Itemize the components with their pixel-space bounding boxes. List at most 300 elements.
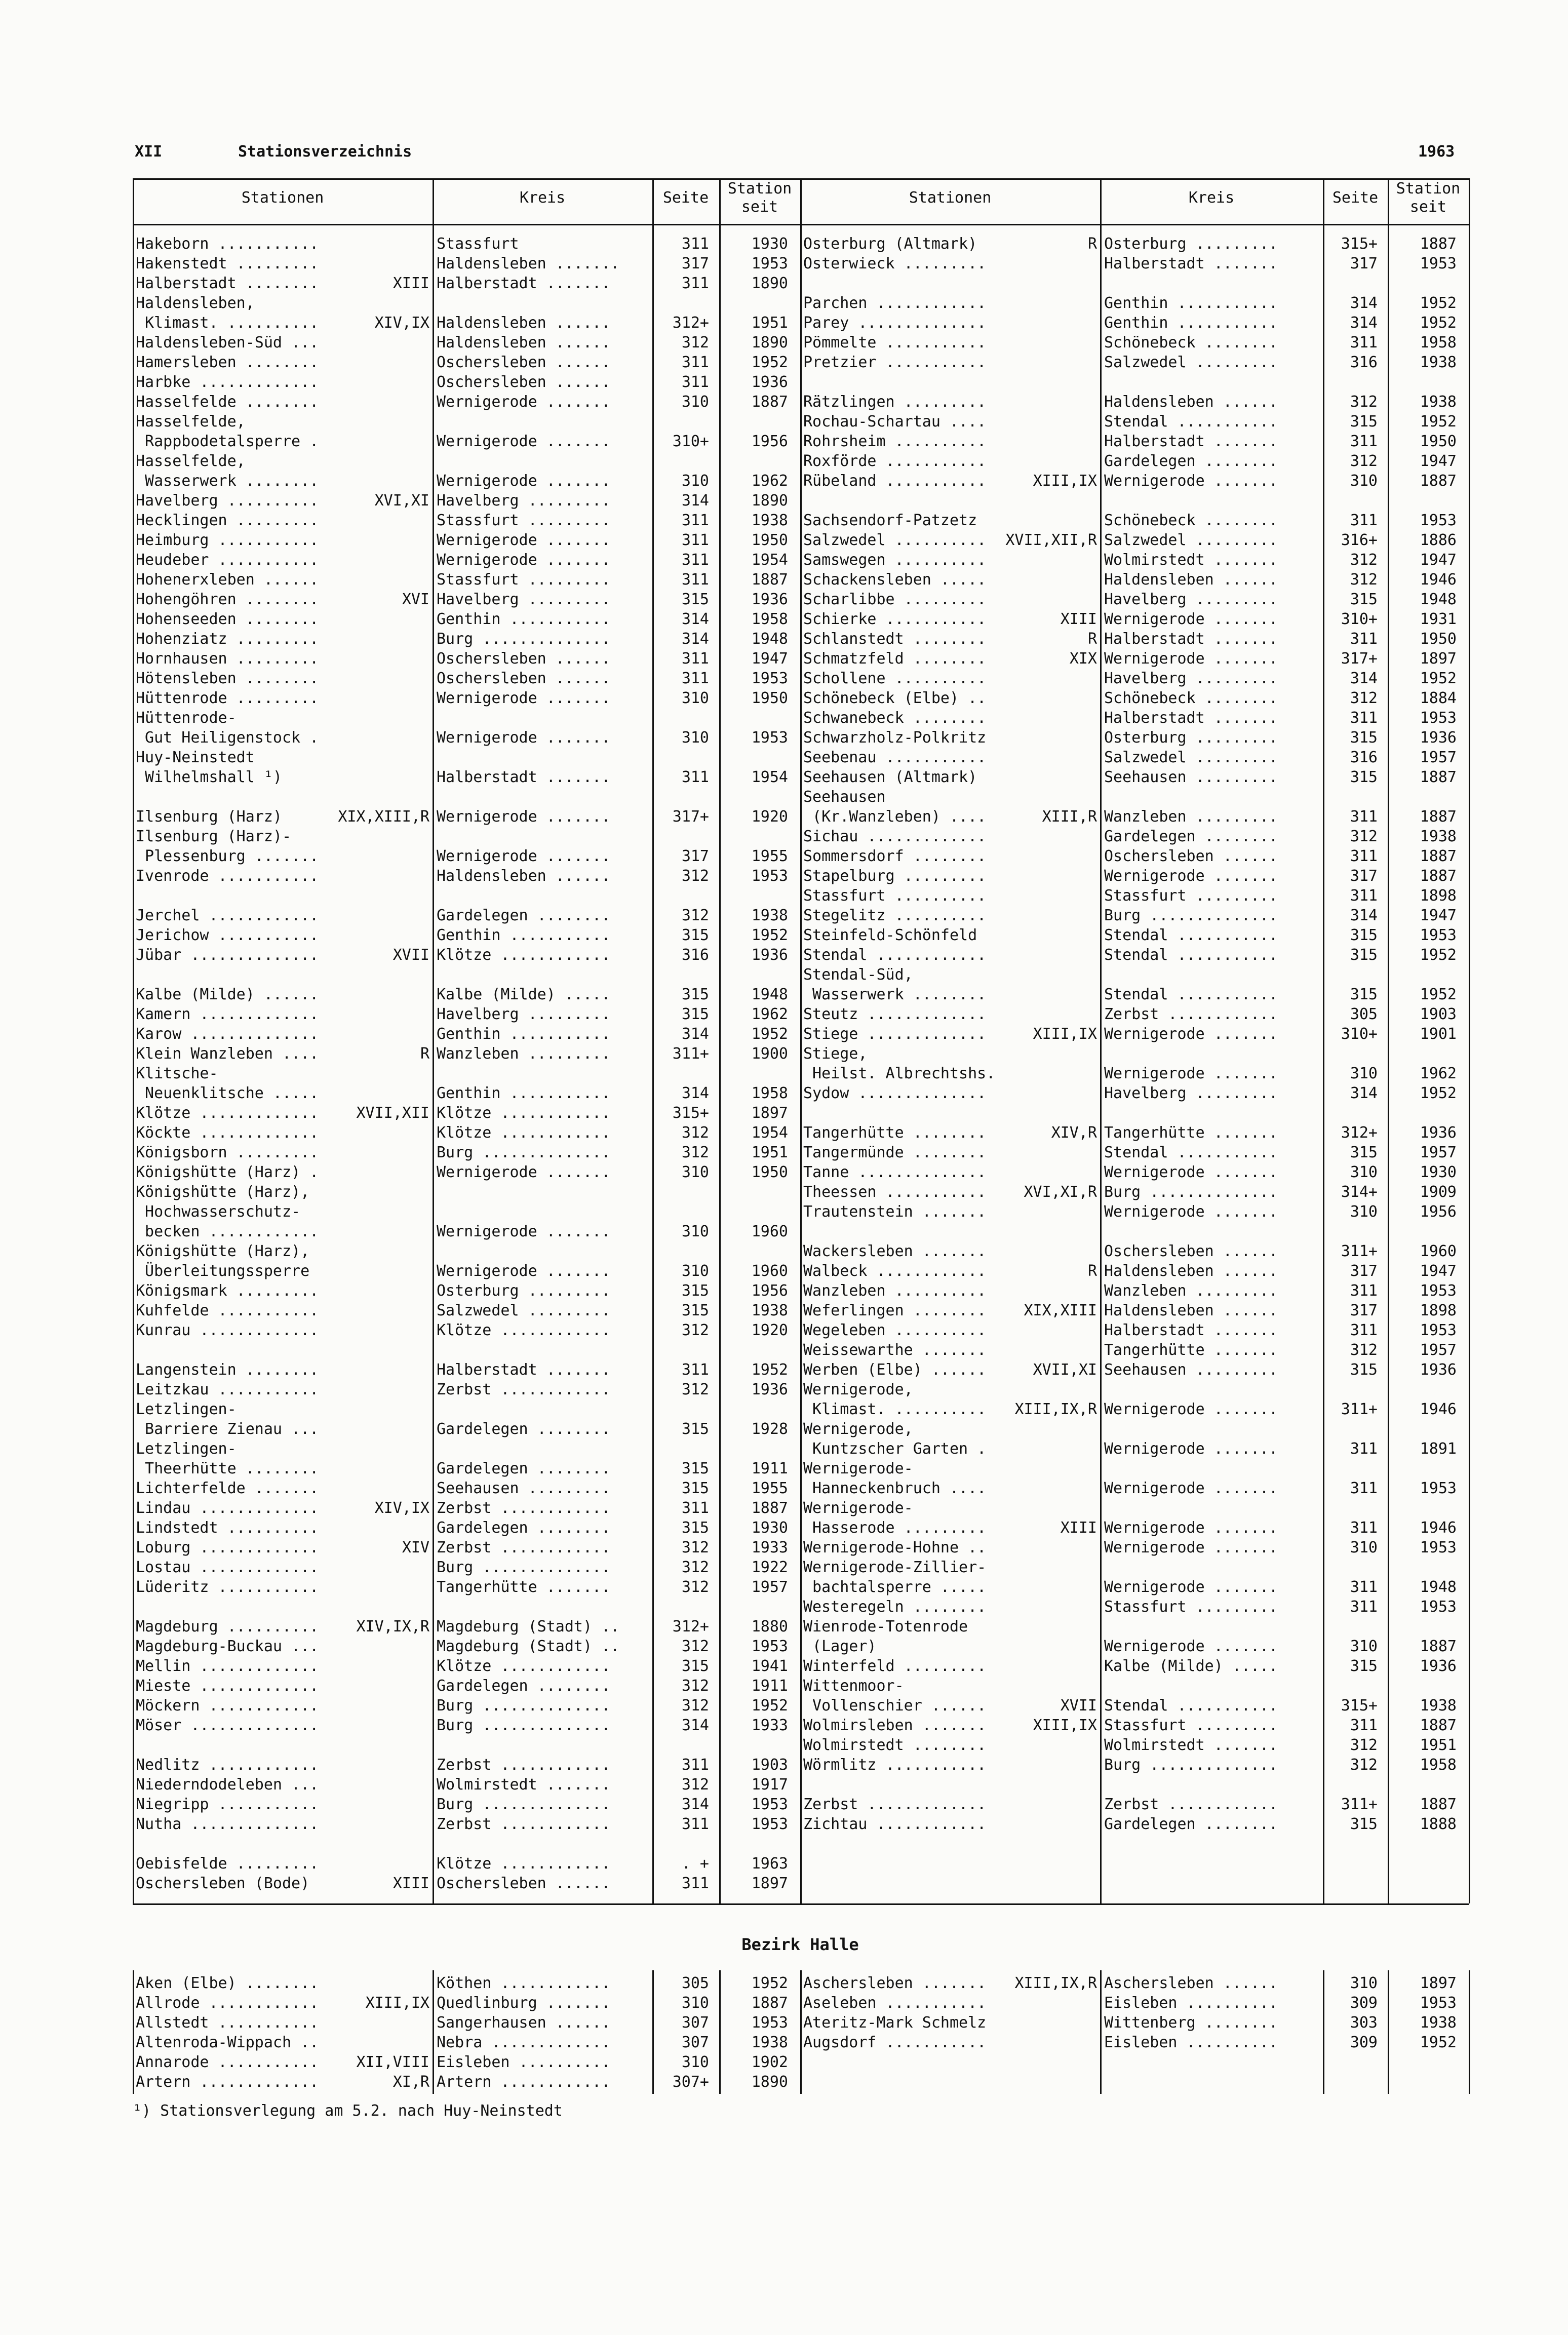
left-station-seit: 1951 [751, 1144, 788, 1161]
right-kreis: Wernigerode ....... [1104, 472, 1278, 490]
halle-left-seite: 310 [681, 1994, 709, 2012]
column-rule [433, 178, 434, 1903]
right-seite: 311 [1350, 630, 1378, 648]
right-seite: 315 [1350, 986, 1378, 1003]
right-kreis: Zerbst ............ [1104, 1796, 1278, 1813]
right-station-seit: 1952 [1420, 314, 1457, 332]
left-kreis: Wernigerode ....... [437, 531, 611, 549]
left-seite: 312 [681, 1776, 709, 1794]
left-kreis: Salzwedel ......... [437, 1302, 611, 1319]
left-station-seit: 1952 [751, 1361, 788, 1379]
left-station-seit: 1903 [751, 1756, 788, 1774]
left-station-seit: 1953 [751, 1796, 788, 1813]
left-kreis: Oschersleben ...... [437, 670, 611, 687]
left-station-name: Königshütte (Harz), [136, 1242, 310, 1260]
right-station-seit: 1946 [1420, 1519, 1457, 1537]
left-station-seit: 1953 [751, 255, 788, 273]
right-station-seit: 1936 [1420, 1657, 1457, 1675]
right-seite: 310 [1350, 1638, 1378, 1655]
left-seite: 312 [681, 334, 709, 352]
right-station-name: Westeregeln ........ [803, 1598, 987, 1616]
left-seite: 314 [681, 1084, 709, 1102]
column-rule [719, 178, 721, 1903]
right-station-name: bachtalsperre ..... [803, 1578, 987, 1596]
right-kreis: Wernigerode ....... [1104, 1519, 1278, 1537]
left-station-name: Lindstedt .......... [136, 1519, 319, 1537]
right-seite: 311 [1350, 1440, 1378, 1458]
left-seite: 317 [681, 847, 709, 865]
right-kreis: Seehausen ......... [1104, 768, 1278, 786]
right-seite: 310 [1350, 1065, 1378, 1082]
left-col-seite: Seite [662, 189, 709, 207]
halle-left-station-seit: 1890 [751, 2073, 788, 2091]
left-seite: 310 [681, 1223, 709, 1240]
left-station-seit: 1953 [751, 1638, 788, 1655]
right-station-name: Seebenau ........... [803, 749, 987, 766]
left-kreis: Gardelegen ........ [437, 907, 611, 924]
page-title: Stationsverzeichnis [238, 143, 412, 161]
right-station-seit: 1887 [1420, 867, 1457, 885]
right-station-seit: 1947 [1420, 907, 1457, 924]
right-station-name: Samswegen .......... [803, 551, 987, 569]
right-station-seit: 1953 [1420, 1539, 1457, 1556]
left-seite: 310 [681, 729, 709, 747]
right-station-seit: 1938 [1420, 1697, 1457, 1715]
left-station-seit: 1880 [751, 1618, 788, 1636]
right-station-name: Schwanebeck ........ [803, 709, 987, 727]
right-station-seit: 1952 [1420, 986, 1457, 1003]
halle-right-kreis: Eisleben .......... [1104, 2034, 1278, 2051]
right-seite: 315 [1350, 768, 1378, 786]
left-station-seit: 1911 [751, 1460, 788, 1477]
left-seite: 311 [681, 373, 709, 391]
right-kreis: Havelberg ......... [1104, 670, 1278, 687]
right-station-class: XIX,XIII [1024, 1302, 1097, 1319]
left-station-seit: 1951 [751, 314, 788, 332]
left-kreis: Zerbst ............ [437, 1815, 611, 1833]
left-seite: 312+ [672, 1618, 709, 1636]
right-station-seit: 1953 [1420, 709, 1457, 727]
right-station-seit: 1948 [1420, 591, 1457, 608]
footnote: ¹) Stationsverlegung am 5.2. nach Huy-Neinstedt [133, 2102, 563, 2120]
left-kreis: Klötze ............ [437, 1124, 611, 1142]
left-kreis: Havelberg ......... [437, 492, 611, 510]
left-station-seit: 1890 [751, 334, 788, 352]
halle-left-kreis: Nebra ............. [437, 2034, 611, 2051]
right-kreis: Seehausen ......... [1104, 1361, 1278, 1379]
right-seite: 317 [1350, 255, 1378, 273]
halle-right-station-name: Aschersleben ....... [803, 1974, 987, 1992]
right-seite: 311 [1350, 1480, 1378, 1497]
right-station-seit: 1953 [1420, 1480, 1457, 1497]
right-station-name: Klimast. .......... [803, 1400, 987, 1418]
left-kreis: Gardelegen ........ [437, 1420, 611, 1438]
left-station-name: Königsmark ......... [136, 1282, 319, 1300]
left-station-seit: 1938 [751, 1302, 788, 1319]
right-station-seit: 1884 [1420, 689, 1457, 707]
right-seite: 315 [1350, 729, 1378, 747]
left-station-name: Kuhfelde ........... [136, 1302, 319, 1319]
left-kreis: Burg .............. [437, 1697, 611, 1715]
right-kreis: Stendal ........... [1104, 986, 1278, 1003]
halle-left-station-name: Artern ............. [136, 2073, 319, 2091]
left-kreis: Zerbst ............ [437, 1499, 611, 1517]
right-station-name: Scharlibbe ......... [803, 591, 987, 608]
left-kreis: Klötze ............ [437, 1657, 611, 1675]
right-seite: 311 [1350, 1282, 1378, 1300]
left-station-seit: 1887 [751, 393, 788, 411]
left-kreis: Wernigerode ....... [437, 1262, 611, 1280]
left-station-name: Hohenziatz ......... [136, 630, 319, 648]
left-station-name: Karow .............. [136, 1025, 319, 1043]
right-station-name: Wernigerode, [803, 1381, 913, 1398]
halle-right-station-name: Ateritz-Mark Schmelz [803, 2014, 987, 2032]
left-seite: 312 [681, 1321, 709, 1339]
right-col-kreis: Kreis [1188, 189, 1235, 207]
left-station-seit: 1933 [751, 1717, 788, 1734]
right-station-class: XIX [1069, 650, 1097, 668]
year-label: 1963 [1418, 143, 1455, 161]
right-seite: 312 [1350, 828, 1378, 845]
left-seite: 315 [681, 1460, 709, 1477]
left-seite: 311 [681, 1361, 709, 1379]
left-station-class: XVI,XI [374, 492, 429, 510]
right-station-seit: 1887 [1420, 808, 1457, 826]
right-station-class: XIII [1060, 610, 1097, 628]
halle-column-rule [1100, 1970, 1102, 2094]
left-station-name: Hecklingen ......... [136, 512, 319, 529]
halle-left-station-class: XIII,IX [365, 1994, 429, 2012]
right-seite: 317+ [1341, 650, 1378, 668]
halle-column-rule [1469, 1970, 1470, 2094]
left-seite: 314 [681, 1025, 709, 1043]
right-seite: 315 [1350, 1657, 1378, 1675]
right-station-name: Seehausen [803, 788, 886, 806]
right-station-seit: 1951 [1420, 1736, 1457, 1754]
left-station-seit: 1958 [751, 610, 788, 628]
right-kreis: Stendal ........... [1104, 1144, 1278, 1161]
left-station-seit: 1897 [751, 1875, 788, 1892]
right-seite: 311 [1350, 1598, 1378, 1616]
left-station-name: Haldensleben, [136, 294, 255, 312]
left-station-name: Rappbodetalsperre . [136, 433, 319, 450]
table-bottom-rule [133, 1903, 1469, 1905]
left-seite: 315 [681, 591, 709, 608]
right-kreis: Haldensleben ...... [1104, 1302, 1278, 1319]
right-station-name: Sydow .............. [803, 1084, 987, 1102]
left-station-seit: 1956 [751, 1282, 788, 1300]
right-station-seit: 1887 [1420, 1717, 1457, 1734]
left-seite: . + [681, 1855, 709, 1873]
left-station-name: Jerichow ........... [136, 926, 319, 944]
halle-left-seite: 305 [681, 1974, 709, 1992]
right-station-name: (Kr.Wanzleben) .... [803, 808, 987, 826]
right-seite: 310 [1350, 1539, 1378, 1556]
left-station-name: Heudeber ........... [136, 551, 319, 569]
left-station-name: Magdeburg .......... [136, 1618, 319, 1636]
right-station-name: Wernigerode- [803, 1460, 913, 1477]
left-kreis: Wernigerode ....... [437, 433, 611, 450]
right-kreis: Wernigerode ....... [1104, 1539, 1278, 1556]
right-station-name: Steutz ............. [803, 1005, 987, 1023]
halle-left-station-seit: 1902 [751, 2053, 788, 2071]
right-seite: 312 [1350, 689, 1378, 707]
left-station-seit: 1938 [751, 907, 788, 924]
right-kreis: Stassfurt ......... [1104, 1717, 1278, 1734]
right-station-class: XIV,R [1051, 1124, 1097, 1142]
right-station-seit: 1936 [1420, 729, 1457, 747]
right-station-name: (Lager) [803, 1638, 877, 1655]
left-seite: 315 [681, 1657, 709, 1675]
right-station-class: XVII,XI [1033, 1361, 1097, 1379]
left-seite: 311+ [672, 1045, 709, 1063]
left-station-name: Letzlingen- [136, 1400, 237, 1418]
right-seite: 314 [1350, 907, 1378, 924]
left-seite: 310 [681, 393, 709, 411]
right-kreis: Stendal ........... [1104, 1697, 1278, 1715]
left-kreis: Wernigerode ....... [437, 393, 611, 411]
right-seite: 311 [1350, 808, 1378, 826]
left-seite: 310+ [672, 433, 709, 450]
left-kreis: Klötze ............ [437, 1104, 611, 1122]
left-seite: 311 [681, 650, 709, 668]
left-seite: 312 [681, 1559, 709, 1576]
left-station-class: XVI [402, 591, 429, 608]
left-station-class: XIII [393, 275, 429, 292]
left-station-seit: 1953 [751, 1815, 788, 1833]
left-station-name: Theerhütte ........ [136, 1460, 319, 1477]
right-station-name: Wernigerode-Hohne .. [803, 1539, 987, 1556]
right-station-seit: 1887 [1420, 235, 1457, 253]
left-seite: 312 [681, 1578, 709, 1596]
right-col-station-seit-2: seit [1409, 198, 1447, 216]
left-kreis: Wernigerode ....... [437, 729, 611, 747]
left-station-seit: 1917 [751, 1776, 788, 1794]
right-station-seit: 1957 [1420, 1341, 1457, 1359]
right-kreis: Stendal ........... [1104, 926, 1278, 944]
left-station-name: Königshütte (Harz), [136, 1183, 310, 1201]
left-station-seit: 1920 [751, 1321, 788, 1339]
halle-right-kreis: Eisleben .......... [1104, 1994, 1278, 2012]
left-seite: 311 [681, 512, 709, 529]
left-kreis: Magdeburg (Stadt) .. [437, 1618, 620, 1636]
left-seite: 315 [681, 926, 709, 944]
halle-left-station-seit: 1938 [751, 2034, 788, 2051]
right-seite: 311 [1350, 887, 1378, 905]
left-station-name: Hornhausen ......... [136, 650, 319, 668]
left-seite: 315+ [672, 1104, 709, 1122]
left-seite: 311 [681, 354, 709, 371]
right-station-class: XVII,XII,R [1005, 531, 1097, 549]
left-seite: 311 [681, 1756, 709, 1774]
right-seite: 315 [1350, 1361, 1378, 1379]
left-kreis: Gardelegen ........ [437, 1460, 611, 1477]
left-station-seit: 1890 [751, 492, 788, 510]
left-station-seit: 1911 [751, 1677, 788, 1695]
right-seite: 310+ [1341, 610, 1378, 628]
left-seite: 314 [681, 610, 709, 628]
left-station-name: Mieste ............. [136, 1677, 319, 1695]
right-station-class: XVI,XI,R [1024, 1183, 1097, 1201]
right-station-class: XIII,R [1042, 808, 1097, 826]
left-station-seit: 1897 [751, 1104, 788, 1122]
page-number: XII [135, 143, 163, 161]
left-col-kreis: Kreis [519, 189, 566, 207]
right-kreis: Genthin ........... [1104, 314, 1278, 332]
left-seite: 311 [681, 275, 709, 292]
right-seite: 311 [1350, 847, 1378, 865]
right-seite: 314 [1350, 294, 1378, 312]
right-seite: 312 [1350, 1736, 1378, 1754]
right-seite: 310 [1350, 1203, 1378, 1221]
right-station-name: Rohrsheim .......... [803, 433, 987, 450]
right-seite: 311 [1350, 433, 1378, 450]
right-kreis: Salzwedel ......... [1104, 749, 1278, 766]
left-kreis: Havelberg ......... [437, 1005, 611, 1023]
left-station-name: Hasselfelde ........ [136, 393, 319, 411]
right-station-class: R [1087, 1262, 1097, 1280]
right-station-name: Sommersdorf ........ [803, 847, 987, 865]
halle-left-station-name: Aken (Elbe) ........ [136, 1974, 319, 1992]
right-seite: 311 [1350, 1717, 1378, 1734]
left-station-class: XIV,IX [374, 1499, 429, 1517]
halle-column-rule [1388, 1970, 1389, 2094]
right-kreis: Osterburg ......... [1104, 235, 1278, 253]
right-station-name: Tangermünde ........ [803, 1144, 987, 1161]
left-station-name: Lindau ............. [136, 1499, 319, 1517]
left-station-name: Klein Wanzleben .... [136, 1045, 319, 1063]
right-station-seit: 1947 [1420, 551, 1457, 569]
left-seite: 310 [681, 689, 709, 707]
right-seite: 312 [1350, 551, 1378, 569]
right-station-seit: 1952 [1420, 413, 1457, 431]
right-seite: 310 [1350, 1163, 1378, 1181]
left-station-name: Ivenrode ........... [136, 867, 319, 885]
right-kreis: Stendal ........... [1104, 413, 1278, 431]
left-station-name: Nedlitz ............ [136, 1756, 319, 1774]
right-station-name: Stapelburg ......... [803, 867, 987, 885]
right-kreis: Halberstadt ....... [1104, 1321, 1278, 1339]
left-col-station-seit-2: seit [741, 198, 778, 216]
left-station-name: Kamern ............. [136, 1005, 319, 1023]
left-station-seit: 1930 [751, 1519, 788, 1537]
left-kreis: Burg .............. [437, 1559, 611, 1576]
left-station-name: Hamersleben ........ [136, 354, 319, 371]
left-seite: 315 [681, 1519, 709, 1537]
left-station-name: Letzlingen- [136, 1440, 237, 1458]
right-station-name: Rochau-Schartau .... [803, 413, 987, 431]
left-station-name: Hüttenrode ......... [136, 689, 319, 707]
right-station-name: Rätzlingen ......... [803, 393, 987, 411]
right-seite: 311 [1350, 709, 1378, 727]
right-kreis: Tangerhütte ....... [1104, 1341, 1278, 1359]
right-station-name: Schollene .......... [803, 670, 987, 687]
right-seite: 311 [1350, 334, 1378, 352]
right-col-stationen: Stationen [909, 189, 992, 207]
left-station-name: Mellin ............. [136, 1657, 319, 1675]
left-station-seit: 1960 [751, 1262, 788, 1280]
right-kreis: Haldensleben ...... [1104, 571, 1278, 589]
right-station-seit: 1887 [1420, 847, 1457, 865]
right-station-name: Tanne .............. [803, 1163, 987, 1181]
left-station-seit: 1922 [751, 1559, 788, 1576]
left-kreis: Oschersleben ...... [437, 354, 611, 371]
column-rule [1100, 178, 1102, 1903]
left-station-seit: 1956 [751, 433, 788, 450]
right-station-name: Schackensleben ..... [803, 571, 987, 589]
halle-column-rule [800, 1970, 802, 2094]
left-kreis: Magdeburg (Stadt) .. [437, 1638, 620, 1655]
right-station-class: XIII,IX,R [1014, 1400, 1097, 1418]
left-seite: 312 [681, 1144, 709, 1161]
left-seite: 310 [681, 1163, 709, 1181]
left-kreis: Halberstadt ....... [437, 275, 611, 292]
left-station-seit: 1936 [751, 373, 788, 391]
right-station-seit: 1953 [1420, 255, 1457, 273]
right-seite: 315 [1350, 926, 1378, 944]
right-kreis: Burg .............. [1104, 907, 1278, 924]
halle-right-station-seit: 1952 [1420, 2034, 1457, 2051]
left-station-name: Kunrau ............. [136, 1321, 319, 1339]
halle-left-kreis: Artern ............ [437, 2073, 611, 2091]
column-rule [133, 178, 134, 1903]
right-station-name: Roxförde ........... [803, 452, 987, 470]
left-station-seit: 1953 [751, 867, 788, 885]
left-seite: 315 [681, 1420, 709, 1438]
left-kreis: Burg .............. [437, 630, 611, 648]
left-kreis: Oschersleben ...... [437, 373, 611, 391]
right-station-seit: 1898 [1420, 887, 1457, 905]
right-station-seit: 1886 [1420, 531, 1457, 549]
halle-left-station-name: Altenroda-Wippach .. [136, 2034, 319, 2051]
left-station-seit: 1936 [751, 1381, 788, 1398]
left-station-name: Havelberg .......... [136, 492, 319, 510]
left-kreis: Zerbst ............ [437, 1756, 611, 1774]
right-station-name: Pretzier ........... [803, 354, 987, 371]
left-station-name: Oschersleben (Bode) [136, 1875, 310, 1892]
left-seite: 315 [681, 1302, 709, 1319]
right-station-seit: 1936 [1420, 1124, 1457, 1142]
halle-right-kreis: Aschersleben ...... [1104, 1974, 1278, 1992]
left-station-seit: 1948 [751, 986, 788, 1003]
right-station-seit: 1962 [1420, 1065, 1457, 1082]
right-station-seit: 1931 [1420, 610, 1457, 628]
left-station-name: Überleitungssperre [136, 1262, 310, 1280]
right-station-seit: 1950 [1420, 630, 1457, 648]
right-station-seit: 1938 [1420, 828, 1457, 845]
left-seite: 312+ [672, 314, 709, 332]
left-station-name: Hakeborn ........... [136, 235, 319, 253]
right-seite: 311 [1350, 1578, 1378, 1596]
right-station-class: XIII [1060, 1519, 1097, 1537]
right-station-seit: 1887 [1420, 1796, 1457, 1813]
left-station-seit: 1962 [751, 472, 788, 490]
left-seite: 311 [681, 235, 709, 253]
right-kreis: Schönebeck ........ [1104, 334, 1278, 352]
halle-right-station-seit: 1953 [1420, 1994, 1457, 2012]
left-seite: 314 [681, 1717, 709, 1734]
left-station-seit: 1950 [751, 1163, 788, 1181]
left-seite: 316 [681, 946, 709, 964]
left-station-seit: 1941 [751, 1657, 788, 1675]
left-station-class: XIX,XIII,R [338, 808, 429, 826]
left-seite: 312 [681, 1697, 709, 1715]
right-station-seit: 1960 [1420, 1242, 1457, 1260]
right-station-name: Kuntzscher Garten . [803, 1440, 987, 1458]
right-kreis: Wernigerode ....... [1104, 1025, 1278, 1043]
left-station-name: Leitzkau ........... [136, 1381, 319, 1398]
right-station-seit: 1953 [1420, 1321, 1457, 1339]
